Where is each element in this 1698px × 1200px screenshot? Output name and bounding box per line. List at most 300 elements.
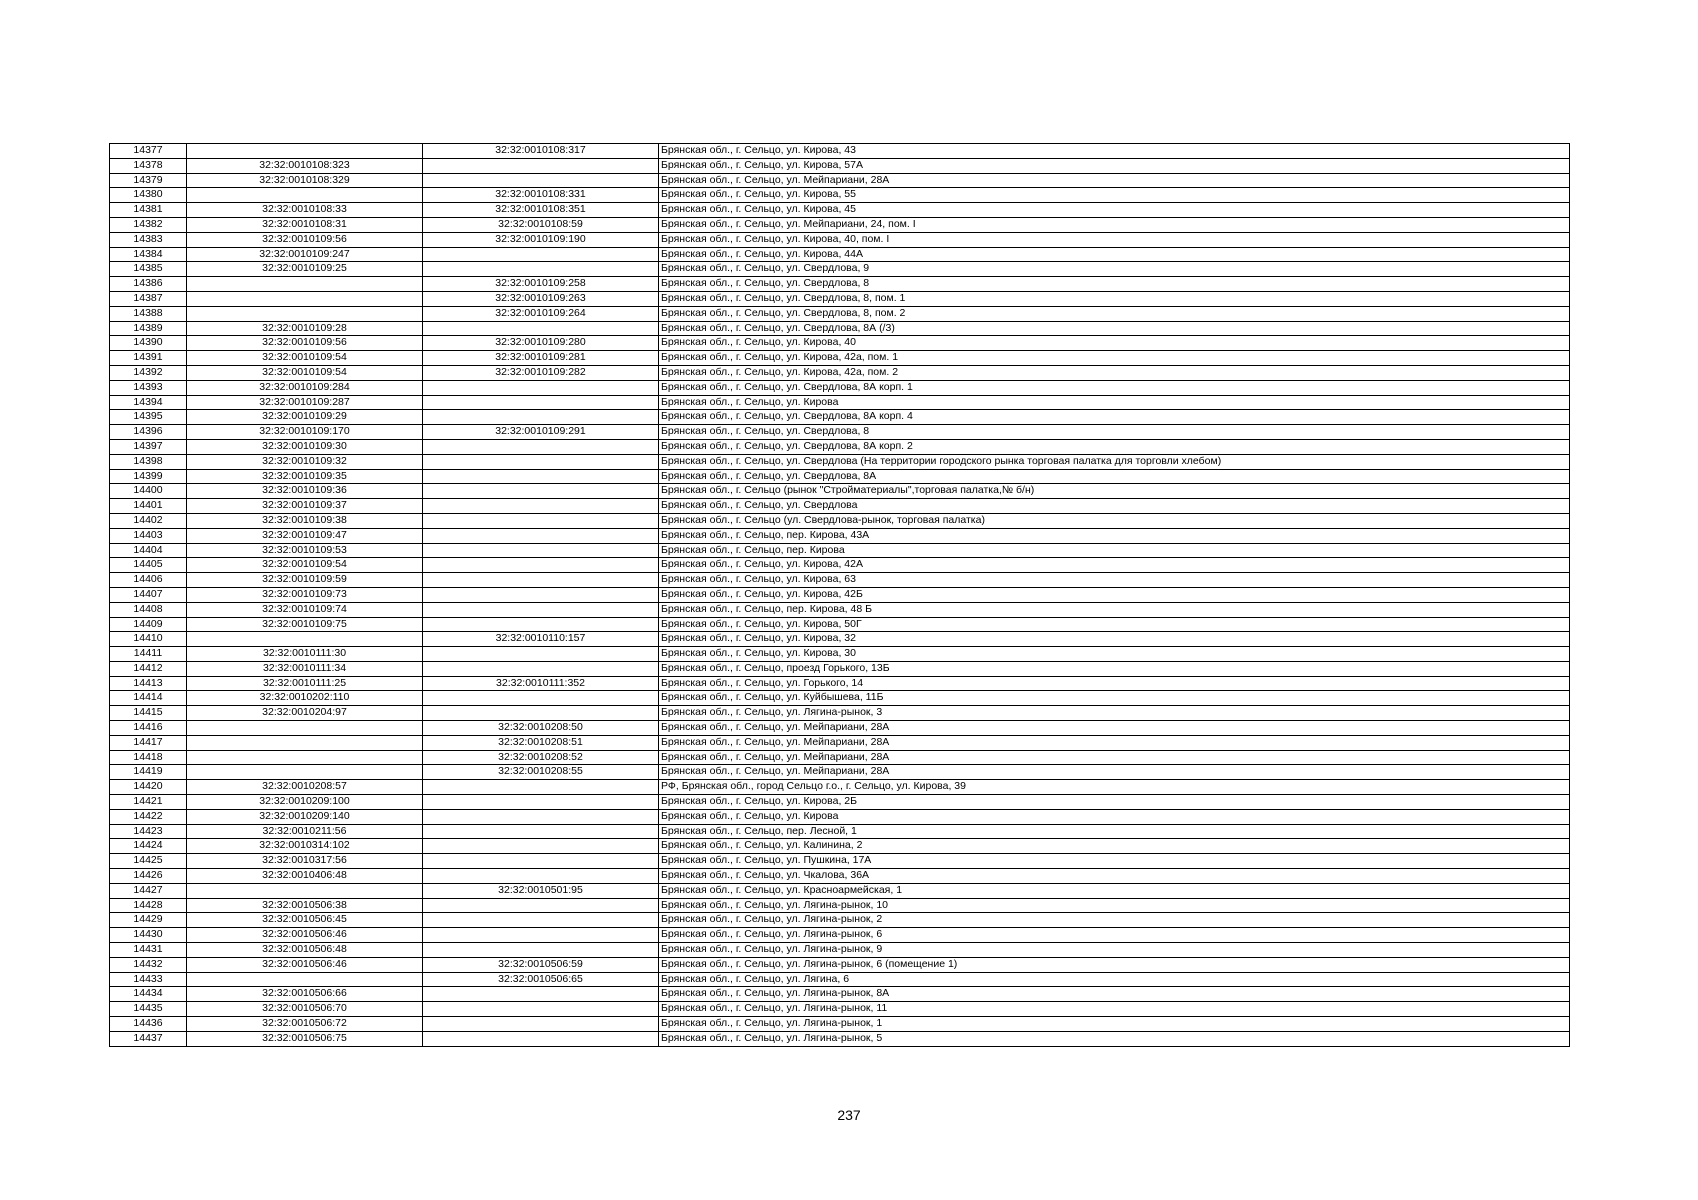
address-cell: Брянская обл., г. Сельцо (рынок "Стройматериалы",торговая палатка,№ б/н) [659,484,1570,499]
address-cell: Брянская обл., г. Сельцо, ул. Кирова, 2Б [659,795,1570,810]
address-cell: Брянская обл., г. Сельцо (ул. Свердлова-рынок, торговая палатка) [659,513,1570,528]
row-number-cell: 14431 [110,943,187,958]
cadastral-number-building-cell [423,321,659,336]
cadastral-number-building-cell [423,691,659,706]
address-cell: Брянская обл., г. Сельцо, ул. Кирова, 55 [659,188,1570,203]
cadastral-number-building-cell: 32:32:0010506:59 [423,957,659,972]
table-row [110,188,1570,203]
table-row [110,809,1570,824]
cadastral-number-cell: 32:32:0010109:75 [187,617,423,632]
address-cell: Брянская обл., г. Сельцо, ул. Свердлова, 8А корп. 1 [659,380,1570,395]
cadastral-number-building-cell: 32:32:0010506:65 [423,972,659,987]
row-number-cell: 14383 [110,232,187,247]
cadastral-number-cell: 32:32:0010506:46 [187,957,423,972]
cadastral-number-cell: 32:32:0010109:287 [187,395,423,410]
row-number-cell: 14416 [110,721,187,736]
cadastral-number-building-cell [423,513,659,528]
cadastral-number-cell: 32:32:0010506:75 [187,1031,423,1046]
cadastral-number-building-cell [423,854,659,869]
address-cell: Брянская обл., г. Сельцо, ул. Кирова, 42Б [659,587,1570,602]
table-row [110,839,1570,854]
row-number-cell: 14386 [110,277,187,292]
table-row [110,632,1570,647]
cadastral-number-building-cell [423,499,659,514]
cadastral-number-cell: 32:32:0010109:54 [187,365,423,380]
address-cell: Брянская обл., г. Сельцо, пер. Лесной, 1 [659,824,1570,839]
table-row [110,883,1570,898]
row-number-cell: 14408 [110,602,187,617]
address-cell: Брянская обл., г. Сельцо, ул. Кирова, 42А [659,558,1570,573]
address-cell: Брянская обл., г. Сельцо, ул. Кирова, 40, пом. I [659,232,1570,247]
address-cell: Брянская обл., г. Сельцо, ул. Кирова, 32 [659,632,1570,647]
row-number-cell: 14380 [110,188,187,203]
cadastral-number-cell: 32:32:0010211:56 [187,824,423,839]
table-row [110,232,1570,247]
cadastral-number-cell [187,291,423,306]
cadastral-number-building-cell: 32:32:0010208:55 [423,765,659,780]
table-row [110,262,1570,277]
cadastral-number-cell: 32:32:0010109:25 [187,262,423,277]
table-row [110,721,1570,736]
cadastral-number-cell: 32:32:0010506:46 [187,928,423,943]
cadastral-number-cell: 32:32:0010109:56 [187,336,423,351]
row-number-cell: 14406 [110,573,187,588]
cadastral-number-cell [187,765,423,780]
cadastral-number-building-cell: 32:32:0010109:291 [423,425,659,440]
address-cell: Брянская обл., г. Сельцо, ул. Мейпариани, 28А [659,750,1570,765]
cadastral-number-building-cell: 32:32:0010108:317 [423,144,659,159]
cadastral-number-building-cell [423,913,659,928]
address-cell: Брянская обл., г. Сельцо, ул. Мейпариани, 28А [659,721,1570,736]
cadastral-number-cell: 32:32:0010109:28 [187,321,423,336]
address-cell: Брянская обл., г. Сельцо, ул. Свердлова, 8А корп. 4 [659,410,1570,425]
cadastral-number-cell: 32:32:0010314:102 [187,839,423,854]
cadastral-number-cell: 32:32:0010406:48 [187,869,423,884]
cadastral-number-building-cell [423,647,659,662]
page-number: 237 [837,1107,861,1123]
row-number-cell: 14379 [110,173,187,188]
row-number-cell: 14428 [110,898,187,913]
row-number-cell: 14434 [110,987,187,1002]
address-cell: Брянская обл., г. Сельцо, ул. Лягина-рынок, 6 (помещение 1) [659,957,1570,972]
cadastral-number-cell: 32:32:0010111:30 [187,647,423,662]
row-number-cell: 14429 [110,913,187,928]
cadastral-number-building-cell: 32:32:0010109:280 [423,336,659,351]
address-cell: Брянская обл., г. Сельцо, ул. Кирова, 30 [659,647,1570,662]
address-cell: Брянская обл., г. Сельцо, ул. Свердлова [659,499,1570,514]
table-row [110,987,1570,1002]
cadastral-number-building-cell [423,484,659,499]
address-cell: Брянская обл., г. Сельцо, ул. Свердлова, 8, пом. 1 [659,291,1570,306]
cadastral-number-cell: 32:32:0010109:54 [187,558,423,573]
row-number-cell: 14382 [110,217,187,232]
row-number-cell: 14400 [110,484,187,499]
cadastral-number-building-cell [423,839,659,854]
cadastral-number-building-cell [423,943,659,958]
cadastral-number-building-cell [423,706,659,721]
row-number-cell: 14393 [110,380,187,395]
row-number-cell: 14378 [110,158,187,173]
table-row [110,291,1570,306]
table-row [110,735,1570,750]
address-cell: Брянская обл., г. Сельцо, ул. Пушкина, 17А [659,854,1570,869]
row-number-cell: 14391 [110,351,187,366]
address-cell: Брянская обл., г. Сельцо, ул. Кирова, 63 [659,573,1570,588]
cadastral-number-cell: 32:32:0010111:25 [187,676,423,691]
property-register-table [109,143,1570,1047]
row-number-cell: 14437 [110,1031,187,1046]
address-cell: Брянская обл., г. Сельцо, ул. Мейпариани, 28А [659,765,1570,780]
cadastral-number-cell: 32:32:0010209:140 [187,809,423,824]
table-row [110,795,1570,810]
cadastral-number-building-cell: 32:32:0010110:157 [423,632,659,647]
table-row [110,957,1570,972]
address-cell: Брянская обл., г. Сельцо, ул. Калинина, 2 [659,839,1570,854]
cadastral-number-building-cell [423,602,659,617]
address-cell: Брянская обл., г. Сельцо, ул. Кирова, 42а, пом. 1 [659,351,1570,366]
cadastral-number-cell: 32:32:0010109:32 [187,454,423,469]
cadastral-number-cell: 32:32:0010506:66 [187,987,423,1002]
cadastral-number-building-cell: 32:32:0010208:50 [423,721,659,736]
cadastral-number-building-cell [423,587,659,602]
row-number-cell: 14384 [110,247,187,262]
address-cell: Брянская обл., г. Сельцо, ул. Лягина-рынок, 6 [659,928,1570,943]
table-row [110,602,1570,617]
address-cell: Брянская обл., г. Сельцо, пер. Кирова [659,543,1570,558]
table-row [110,691,1570,706]
cadastral-number-cell: 32:32:0010109:53 [187,543,423,558]
table-row [110,469,1570,484]
row-number-cell: 14426 [110,869,187,884]
address-cell: Брянская обл., г. Сельцо, ул. Лягина-рынок, 9 [659,943,1570,958]
table-row [110,1017,1570,1032]
cadastral-number-building-cell [423,1031,659,1046]
row-number-cell: 14414 [110,691,187,706]
table-row [110,676,1570,691]
cadastral-number-cell: 32:32:0010202:110 [187,691,423,706]
address-cell: Брянская обл., г. Сельцо, ул. Красноармейская, 1 [659,883,1570,898]
cadastral-number-building-cell: 32:32:0010208:52 [423,750,659,765]
row-number-cell: 14420 [110,780,187,795]
cadastral-number-building-cell: 32:32:0010109:190 [423,232,659,247]
cadastral-number-cell: 32:32:0010109:30 [187,439,423,454]
cadastral-number-cell: 32:32:0010109:59 [187,573,423,588]
cadastral-number-cell: 32:32:0010109:47 [187,528,423,543]
address-cell: Брянская обл., г. Сельцо, ул. Лягина-рынок, 5 [659,1031,1570,1046]
cadastral-number-building-cell: 32:32:0010208:51 [423,735,659,750]
cadastral-number-building-cell [423,928,659,943]
table-row [110,898,1570,913]
table-row [110,425,1570,440]
address-cell: Брянская обл., г. Сельцо, пер. Кирова, 48 Б [659,602,1570,617]
cadastral-number-building-cell [423,395,659,410]
cadastral-number-cell: 32:32:0010506:70 [187,1002,423,1017]
cadastral-number-building-cell: 32:32:0010108:331 [423,188,659,203]
table-row [110,513,1570,528]
row-number-cell: 14401 [110,499,187,514]
cadastral-number-building-cell [423,809,659,824]
address-cell: Брянская обл., г. Сельцо, ул. Свердлова, 8 [659,425,1570,440]
address-cell: Брянская обл., г. Сельцо, ул. Лягина-рынок, 8А [659,987,1570,1002]
row-number-cell: 14403 [110,528,187,543]
address-cell: Брянская обл., г. Сельцо, ул. Кирова, 43 [659,144,1570,159]
row-number-cell: 14395 [110,410,187,425]
address-cell: Брянская обл., г. Сельцо, ул. Свердлова, 8, пом. 2 [659,306,1570,321]
row-number-cell: 14422 [110,809,187,824]
address-cell: Брянская обл., г. Сельцо, ул. Куйбышева, 11Б [659,691,1570,706]
table-row [110,706,1570,721]
row-number-cell: 14415 [110,706,187,721]
cadastral-number-building-cell [423,661,659,676]
row-number-cell: 14427 [110,883,187,898]
table-row [110,854,1570,869]
row-number-cell: 14404 [110,543,187,558]
address-cell: Брянская обл., г. Сельцо, ул. Лягина-рынок, 3 [659,706,1570,721]
table-row [110,351,1570,366]
cadastral-number-building-cell [423,410,659,425]
cadastral-number-building-cell: 32:32:0010109:281 [423,351,659,366]
row-number-cell: 14397 [110,439,187,454]
cadastral-number-cell [187,735,423,750]
table-row [110,1002,1570,1017]
table-row [110,573,1570,588]
address-cell: Брянская обл., г. Сельцо, ул. Лягина-рынок, 10 [659,898,1570,913]
cadastral-number-cell: 32:32:0010204:97 [187,706,423,721]
address-cell: Брянская обл., г. Сельцо, ул. Кирова [659,395,1570,410]
address-cell: Брянская обл., г. Сельцо, ул. Лягина-рынок, 1 [659,1017,1570,1032]
cadastral-number-building-cell [423,824,659,839]
cadastral-number-cell: 32:32:0010109:170 [187,425,423,440]
table-row [110,928,1570,943]
cadastral-number-building-cell [423,780,659,795]
cadastral-number-building-cell [423,247,659,262]
cadastral-number-building-cell [423,173,659,188]
cadastral-number-cell [187,721,423,736]
table-row [110,543,1570,558]
row-number-cell: 14436 [110,1017,187,1032]
cadastral-number-cell: 32:32:0010506:38 [187,898,423,913]
row-number-cell: 14392 [110,365,187,380]
row-number-cell: 14413 [110,676,187,691]
table-row [110,484,1570,499]
table-row [110,1031,1570,1046]
table-row [110,380,1570,395]
table-row [110,247,1570,262]
cadastral-number-cell: 32:32:0010109:35 [187,469,423,484]
cadastral-number-cell [187,188,423,203]
cadastral-number-cell: 32:32:0010109:36 [187,484,423,499]
address-cell: Брянская обл., г. Сельцо, ул. Мейпариани, 28А [659,173,1570,188]
address-cell: Брянская обл., г. Сельцо, ул. Горького, 14 [659,676,1570,691]
table-row [110,587,1570,602]
cadastral-number-building-cell: 32:32:0010109:282 [423,365,659,380]
cadastral-number-building-cell [423,469,659,484]
cadastral-number-building-cell: 32:32:0010108:59 [423,217,659,232]
table-row [110,661,1570,676]
cadastral-number-cell: 32:32:0010109:37 [187,499,423,514]
row-number-cell: 14381 [110,203,187,218]
cadastral-number-building-cell: 32:32:0010109:263 [423,291,659,306]
address-cell: Брянская обл., г. Сельцо, пер. Кирова, 43А [659,528,1570,543]
row-number-cell: 14412 [110,661,187,676]
row-number-cell: 14411 [110,647,187,662]
address-cell: Брянская обл., г. Сельцо, ул. Кирова [659,809,1570,824]
cadastral-number-building-cell [423,573,659,588]
cadastral-number-cell: 32:32:0010108:33 [187,203,423,218]
address-cell: РФ, Брянская обл., город Сельцо г.о., г. Сельцо, ул. Кирова, 39 [659,780,1570,795]
table-row [110,617,1570,632]
table-row [110,913,1570,928]
row-number-cell: 14396 [110,425,187,440]
row-number-cell: 14424 [110,839,187,854]
address-cell: Брянская обл., г. Сельцо, ул. Свердлова, 8 [659,277,1570,292]
row-number-cell: 14394 [110,395,187,410]
cadastral-number-building-cell [423,439,659,454]
cadastral-number-cell: 32:32:0010506:72 [187,1017,423,1032]
cadastral-number-cell: 32:32:0010208:57 [187,780,423,795]
address-cell: Брянская обл., г. Сельцо, ул. Кирова, 40 [659,336,1570,351]
cadastral-number-cell: 32:32:0010109:38 [187,513,423,528]
cadastral-number-cell: 32:32:0010317:56 [187,854,423,869]
cadastral-number-building-cell [423,1002,659,1017]
cadastral-number-cell: 32:32:0010109:74 [187,602,423,617]
table-row [110,750,1570,765]
address-cell: Брянская обл., г. Сельцо, ул. Кирова, 45 [659,203,1570,218]
cadastral-number-cell: 32:32:0010109:284 [187,380,423,395]
cadastral-number-cell [187,144,423,159]
cadastral-number-cell [187,972,423,987]
cadastral-number-building-cell [423,454,659,469]
cadastral-number-building-cell [423,262,659,277]
cadastral-number-cell: 32:32:0010506:48 [187,943,423,958]
address-cell: Брянская обл., г. Сельцо, ул. Кирова, 50Г [659,617,1570,632]
cadastral-number-cell: 32:32:0010111:34 [187,661,423,676]
row-number-cell: 14423 [110,824,187,839]
address-cell: Брянская обл., г. Сельцо, ул. Лягина-рынок, 11 [659,1002,1570,1017]
table-row [110,203,1570,218]
address-cell: Брянская обл., г. Сельцо, ул. Мейпариани, 24, пом. I [659,217,1570,232]
address-cell: Брянская обл., г. Сельцо, ул. Лягина, 6 [659,972,1570,987]
table-row [110,765,1570,780]
row-number-cell: 14399 [110,469,187,484]
table-row [110,410,1570,425]
cadastral-number-cell: 32:32:0010109:247 [187,247,423,262]
address-cell: Брянская обл., г. Сельцо, ул. Лягина-рынок, 2 [659,913,1570,928]
row-number-cell: 14418 [110,750,187,765]
cadastral-number-cell: 32:32:0010506:45 [187,913,423,928]
cadastral-number-building-cell [423,869,659,884]
table-row [110,395,1570,410]
row-number-cell: 14407 [110,587,187,602]
cadastral-number-building-cell [423,617,659,632]
table-row [110,454,1570,469]
cadastral-number-cell: 32:32:0010109:56 [187,232,423,247]
cadastral-number-cell [187,306,423,321]
cadastral-number-cell: 32:32:0010209:100 [187,795,423,810]
cadastral-number-building-cell: 32:32:0010109:258 [423,277,659,292]
row-number-cell: 14389 [110,321,187,336]
cadastral-number-cell: 32:32:0010109:54 [187,351,423,366]
row-number-cell: 14417 [110,735,187,750]
table-row [110,217,1570,232]
address-cell: Брянская обл., г. Сельцо, ул. Кирова, 42а, пом. 2 [659,365,1570,380]
table-row [110,439,1570,454]
cadastral-number-cell: 32:32:0010108:329 [187,173,423,188]
address-cell: Брянская обл., г. Сельцо, ул. Свердлова, 8А (/3) [659,321,1570,336]
address-cell: Брянская обл., г. Сельцо, проезд Горького, 13Б [659,661,1570,676]
table-row [110,869,1570,884]
row-number-cell: 14409 [110,617,187,632]
row-number-cell: 14387 [110,291,187,306]
row-number-cell: 14435 [110,1002,187,1017]
table-row [110,277,1570,292]
cadastral-number-building-cell [423,558,659,573]
row-number-cell: 14398 [110,454,187,469]
table-row [110,144,1570,159]
row-number-cell: 14430 [110,928,187,943]
cadastral-number-cell: 32:32:0010109:73 [187,587,423,602]
address-cell: Брянская обл., г. Сельцо, ул. Свердлова (На территории городского рынка торговая палатка для торговли хлебом) [659,454,1570,469]
table-body [110,144,1570,1047]
cadastral-number-cell: 32:32:0010109:29 [187,410,423,425]
cadastral-number-building-cell [423,380,659,395]
cadastral-number-building-cell [423,528,659,543]
table-row [110,780,1570,795]
table-row [110,173,1570,188]
table-row [110,365,1570,380]
cadastral-number-building-cell: 32:32:0010109:264 [423,306,659,321]
table-row [110,824,1570,839]
table-row [110,528,1570,543]
cadastral-number-building-cell [423,898,659,913]
cadastral-number-building-cell [423,158,659,173]
row-number-cell: 14388 [110,306,187,321]
table-row [110,647,1570,662]
address-cell: Брянская обл., г. Сельцо, ул. Свердлова, 8А [659,469,1570,484]
table-row [110,943,1570,958]
table-row [110,158,1570,173]
cadastral-number-cell [187,632,423,647]
row-number-cell: 14377 [110,144,187,159]
row-number-cell: 14410 [110,632,187,647]
cadastral-number-cell [187,750,423,765]
address-cell: Брянская обл., г. Сельцо, ул. Мейпариани, 28А [659,735,1570,750]
row-number-cell: 14385 [110,262,187,277]
table-row [110,499,1570,514]
cadastral-number-cell: 32:32:0010108:323 [187,158,423,173]
cadastral-number-building-cell [423,543,659,558]
row-number-cell: 14421 [110,795,187,810]
table-row [110,336,1570,351]
table-row [110,558,1570,573]
cadastral-number-building-cell: 32:32:0010501:95 [423,883,659,898]
row-number-cell: 14419 [110,765,187,780]
row-number-cell: 14405 [110,558,187,573]
table-row [110,972,1570,987]
address-cell: Брянская обл., г. Сельцо, ул. Кирова, 57А [659,158,1570,173]
cadastral-number-building-cell [423,795,659,810]
row-number-cell: 14432 [110,957,187,972]
address-cell: Брянская обл., г. Сельцо, ул. Свердлова, 8А корп. 2 [659,439,1570,454]
address-cell: Брянская обл., г. Сельцо, ул. Кирова, 44А [659,247,1570,262]
cadastral-number-building-cell: 32:32:0010111:352 [423,676,659,691]
row-number-cell: 14390 [110,336,187,351]
row-number-cell: 14425 [110,854,187,869]
cadastral-number-building-cell [423,987,659,1002]
cadastral-number-building-cell [423,1017,659,1032]
cadastral-number-building-cell: 32:32:0010108:351 [423,203,659,218]
row-number-cell: 14433 [110,972,187,987]
